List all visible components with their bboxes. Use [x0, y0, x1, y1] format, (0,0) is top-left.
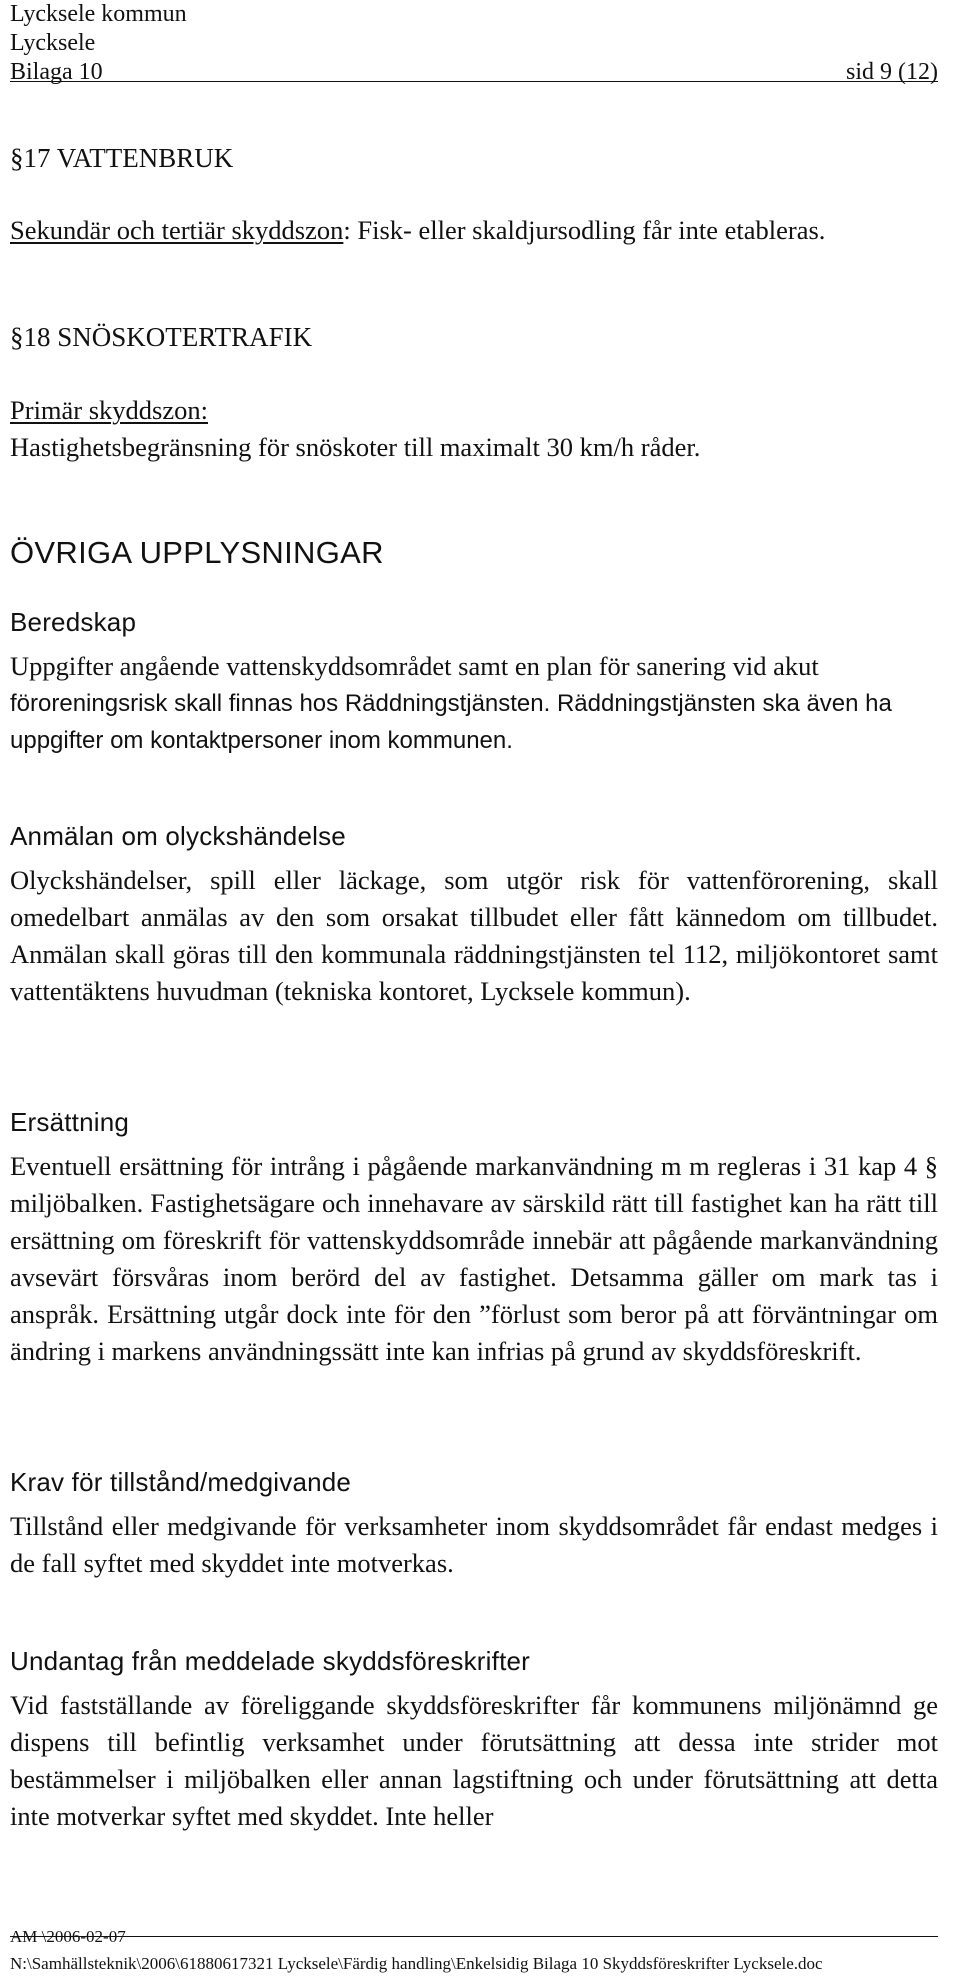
beredskap-text-line1: Uppgifter angående vattenskyddsområdet samt en plan för sanering vid akut	[10, 651, 819, 681]
header-city: Lycksele	[10, 30, 96, 56]
header-org: Lycksele kommun	[10, 1, 187, 27]
section-17-zone-label: Sekundär och tertiär skyddszon	[10, 215, 344, 245]
section-18-text	[10, 392, 938, 466]
beredskap-text-rest: föroreningsrisk skall finnas hos Räddningstjänsten. Räddningstjänsten ska även ha uppgifter om kontaktpersoner inom kommunen.	[10, 690, 892, 754]
krav-text: Tillstånd eller medgivande för verksamheter inom skyddsområdet får endast medges i de fall syftet med skyddet inte motverkas.	[10, 1511, 938, 1578]
header-page-number: sid 9 (12)	[846, 59, 938, 85]
footer-initials-date: AM \2006-02-07	[10, 1927, 126, 1946]
footer-file-path: N:\Samhällsteknik\2006\61880617321 Lycksele\Färdig handling\Enkelsidig Bilaga 10 Skyddsföreskrifter Lycksele.doc	[10, 1954, 823, 1973]
section-17-body: : Fisk- eller skaldjursodling får inte etableras.	[343, 215, 826, 245]
undantag-heading: Undantag från meddelade skyddsföreskrifter	[10, 1646, 531, 1676]
section-17-text	[10, 212, 938, 249]
page-footer	[10, 1926, 950, 1974]
section-18-title: §18 SNÖSKOTERTRAFIK	[10, 322, 313, 352]
beredskap-heading: Beredskap	[10, 607, 137, 637]
section-18-zone-label: Primär skyddszon:	[10, 395, 208, 425]
header-divider	[10, 81, 938, 82]
section-17-title: §17 VATTENBRUK	[10, 143, 234, 173]
page-header	[10, 0, 938, 87]
undantag-text: Vid fastställande av föreliggande skyddsföreskrifter får kommunens miljönämnd ge dispens till befintlig verksamhet under förutsättning att dessa inte strider mot bestämmelser i miljöbalken eller annan lagstiftning och under förutsättning att detta inte motverkar syftet med skyddet. Inte heller	[10, 1690, 938, 1831]
main-heading: ÖVRIGA UPPLYSNINGAR	[10, 535, 384, 570]
header-row	[10, 58, 938, 87]
ersattning-text: Eventuell ersättning för intrång i pågående markanvändning m m regleras i 31 kap 4 § miljöbalken. Fastighetsägare och innehavare av särskild rätt till fastighet kan ha rätt till ersättning om föreskrift för vattenskyddsområde innebär att pågående markanvändning avsevärt försvåras inom berörd del av fastighet. Detsamma gäller om mark tas i anspråk. Ersättning utgår dock inte för den ”förlust som beror på att förväntningar om ändring i markens användningssätt inte kan infrias på grund av skyddsföreskrift.	[10, 1151, 938, 1366]
beredskap-text	[10, 648, 938, 759]
section-18-body: Hastighetsbegränsning för snöskoter till maximalt 30 km/h råder.	[10, 432, 701, 462]
anmalan-heading: Anmälan om olyckshändelse	[10, 821, 346, 851]
krav-heading: Krav för tillstånd/medgivande	[10, 1467, 352, 1497]
ersattning-heading: Ersättning	[10, 1107, 130, 1137]
anmalan-text: Olyckshändelser, spill eller läckage, som utgör risk för vattenförorening, skall omedelbart anmälas av den som orsakat tillbudet eller fått kännedom om tillbudet. Anmälan skall göras till den kommunala räddningstjänsten tel 112, miljökontoret samt vattentäktens huvudman (tekniska kontoret, Lycksele kommun).	[10, 865, 938, 1006]
header-attachment: Bilaga 10	[10, 59, 103, 85]
